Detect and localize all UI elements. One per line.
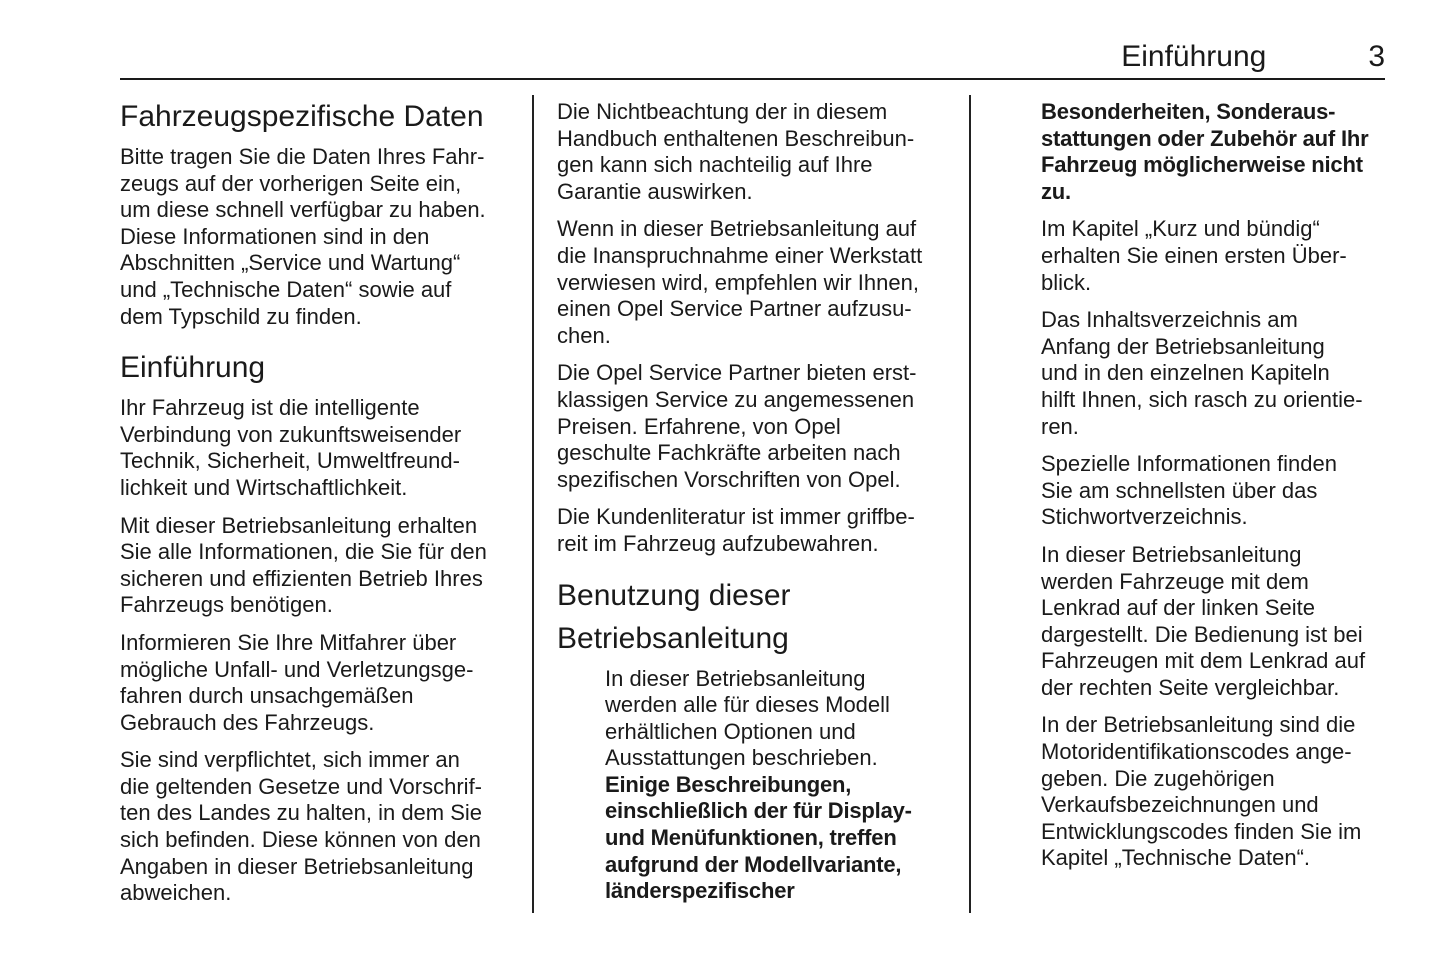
- paragraph: [557, 360, 962, 493]
- text-line: erhalten Sie einen ersten Über-: [1041, 242, 1347, 268]
- text-line: Gebrauch des Fahrzeugs.: [120, 709, 375, 735]
- text-line: Die Nichtbeachtung der in diesem: [557, 99, 888, 124]
- text-line: Fahrzeugspezifische Daten: [120, 100, 484, 133]
- text-line: um diese schnell verfügbar zu haben.: [120, 197, 486, 223]
- bullet-item: [999, 451, 1403, 531]
- bullet-marker: [999, 542, 1041, 702]
- bullet-marker: [557, 666, 605, 905]
- text-line: einschließlich der für Display-: [605, 798, 912, 824]
- text-line: Die Kundenliteratur ist immer griffbe-: [557, 504, 915, 530]
- text-line: ten des Landes zu halten, in dem Sie: [120, 800, 483, 826]
- bullet-text: [1041, 451, 1403, 531]
- text-line: Sie am schnellsten über das: [1041, 477, 1318, 503]
- paragraph: [120, 395, 525, 501]
- section-heading: [557, 574, 962, 660]
- text-line: zu.: [1041, 178, 1071, 204]
- text-line: Abschnitten „Service und Wartung“: [120, 250, 461, 276]
- text-column-center: [557, 95, 962, 916]
- text-line: Stichwortverzeichnis.: [1041, 504, 1248, 530]
- text-line: Wenn in dieser Betriebsanleitung auf: [557, 216, 917, 242]
- text-line: Bitte tragen Sie die Daten Ihres Fahr-: [120, 144, 485, 169]
- paragraph: [1041, 99, 1403, 205]
- text-line: zeugs auf der vorherigen Seite ein,: [120, 170, 462, 196]
- paragraph: [120, 513, 525, 619]
- text-line: reit im Fahrzeug aufzubewahren.: [557, 530, 879, 556]
- text-line: abweichen.: [120, 880, 232, 906]
- text-line: Im Kapitel „Kurz und bündig“: [1041, 216, 1320, 242]
- text-line: Kapitel „Technische Daten“.: [1041, 845, 1311, 871]
- text-line: lichkeit und Wirtschaftlichkeit.: [120, 474, 408, 500]
- text-line: Garantie auswirken.: [557, 178, 753, 204]
- text-line: Besonderheiten, Sonderaus-: [1041, 99, 1336, 124]
- text-line: In dieser Betriebsanleitung: [1041, 541, 1302, 567]
- text-line: Anfang der Betriebsanleitung: [1041, 333, 1325, 359]
- text-line: dem Typschild zu finden.: [120, 303, 362, 329]
- text-line: Sie alle Informationen, die Sie für den: [120, 539, 487, 565]
- text-line: werden Fahrzeuge mit dem: [1041, 568, 1309, 594]
- paragraph: [120, 144, 525, 330]
- text-line: dargestellt. Die Bedienung ist bei: [1041, 621, 1363, 647]
- text-line: Fahrzeug möglicherweise nicht: [1041, 152, 1363, 178]
- text-line: sich befinden. Diese können von den: [120, 827, 481, 853]
- text-line: Informieren Sie Ihre Mitfahrer über: [120, 629, 457, 655]
- text-line: hilft Ihnen, sich rasch zu orientie-: [1041, 386, 1363, 412]
- bullet-marker: [999, 216, 1041, 296]
- running-head-title: Einführung: [1121, 40, 1267, 73]
- text-line: Ihr Fahrzeug ist die intelligente: [120, 395, 420, 421]
- text-line: Fahrzeugs benötigen.: [120, 592, 333, 618]
- text-line: länderspezifischer: [605, 878, 795, 904]
- paragraph: [557, 99, 962, 205]
- text-line: Benutzung dieser: [557, 578, 791, 612]
- text-line: Spezielle Informationen finden: [1041, 451, 1337, 477]
- page-number: 3: [1368, 40, 1385, 73]
- bullet-text: [1041, 542, 1403, 702]
- text-line: werden alle für dieses Modell: [605, 692, 890, 718]
- text-line: klassigen Service zu angemessenen: [557, 386, 915, 412]
- text-line: chen.: [557, 322, 611, 348]
- paragraph: [557, 216, 962, 349]
- bullet-marker: [999, 451, 1041, 531]
- section-heading: [120, 95, 525, 138]
- paragraph: [120, 747, 525, 907]
- text-line: Angaben in dieser Betriebsanleitung: [120, 853, 474, 879]
- text-line: die Inanspruchnahme einer Werkstatt: [557, 242, 923, 268]
- text-line: aufgrund der Modellvariante,: [605, 851, 902, 877]
- text-line: Handbuch enthaltenen Beschreibun-: [557, 125, 915, 151]
- text-line: Mit dieser Betriebsanleitung erhalten: [120, 512, 478, 538]
- text-line: Fahrzeugen mit dem Lenkrad auf: [1041, 648, 1366, 674]
- text-line: die geltenden Gesetze und Vorschrif-: [120, 773, 483, 799]
- text-line: der rechten Seite vergleichbar.: [1041, 674, 1340, 700]
- text-line: und „Technische Daten“ sowie auf: [120, 276, 452, 302]
- text-line: mögliche Unfall- und Verletzungsge-: [120, 656, 474, 682]
- text-line: stattungen oder Zubehör auf Ihr: [1041, 125, 1369, 151]
- text-line: Sie sind verpflichtet, sich immer an: [120, 747, 460, 773]
- paragraph: [120, 630, 525, 736]
- column-divider: [532, 95, 534, 913]
- text-line: geben. Die zugehörigen: [1041, 765, 1275, 791]
- text-line: blick.: [1041, 269, 1092, 295]
- text-line: Verkaufsbezeichnungen und: [1041, 792, 1319, 818]
- text-line: gen kann sich nachteilig auf Ihre: [557, 152, 873, 178]
- column-divider: [969, 95, 971, 913]
- section-heading: [120, 346, 525, 389]
- bullet-marker: [999, 712, 1041, 872]
- text-column-right: [999, 95, 1403, 883]
- bullet-text: [1041, 712, 1403, 872]
- text-line: Lenkrad auf der linken Seite: [1041, 595, 1315, 621]
- text-line: erhältlichen Optionen und: [605, 718, 856, 744]
- text-line: Betriebsanleitung: [557, 621, 789, 655]
- text-line: fahren durch unsachgemäßen: [120, 683, 414, 709]
- text-line: ren.: [1041, 413, 1079, 439]
- paragraph: [557, 504, 962, 557]
- bullet-text: [605, 666, 962, 905]
- bullet-item: [999, 307, 1403, 440]
- text-line: In der Betriebsanleitung sind die: [1041, 712, 1356, 738]
- text-line: sicheren und effizienten Betrieb Ihres: [120, 565, 483, 591]
- bullet-text: [1041, 216, 1403, 296]
- text-line: Einführung: [120, 351, 266, 385]
- text-line: Diese Informationen sind in den: [120, 223, 430, 249]
- text-line: einen Opel Service Partner aufzusu-: [557, 296, 912, 322]
- text-line: Die Opel Service Partner bieten erst-: [557, 360, 917, 386]
- bullet-marker: [999, 307, 1041, 440]
- bullet-item: [999, 216, 1403, 296]
- text-line: und in den einzelnen Kapiteln: [1041, 360, 1330, 386]
- page-header: [120, 40, 1385, 74]
- bullet-item: [557, 666, 962, 905]
- text-line: Das Inhaltsverzeichnis am: [1041, 307, 1298, 333]
- text-line: Verbindung von zukunftsweisender: [120, 421, 462, 447]
- text-line: spezifischen Vorschriften von Opel.: [557, 466, 901, 492]
- text-line: Entwicklungscodes finden Sie im: [1041, 818, 1362, 844]
- text-line: Technik, Sicherheit, Umweltfreund-: [120, 448, 460, 474]
- bullet-text: [1041, 307, 1403, 440]
- bullet-item: [999, 712, 1403, 872]
- text-line: Ausstattungen beschrieben.: [605, 745, 878, 771]
- header-rule: [120, 78, 1385, 80]
- bullet-item: [999, 542, 1403, 702]
- text-column-left: [120, 95, 525, 918]
- text-line: und Menüfunktionen, treffen: [605, 825, 897, 851]
- text-line: Einige Beschreibungen,: [605, 771, 852, 797]
- text-line: Preisen. Erfahrene, von Opel: [557, 413, 841, 439]
- text-line: geschulte Fachkräfte arbeiten nach: [557, 440, 901, 466]
- text-line: Motoridentifikationscodes ange-: [1041, 739, 1352, 765]
- text-line: In dieser Betriebsanleitung: [605, 665, 866, 691]
- text-line: verwiesen wird, empfehlen wir Ihnen,: [557, 269, 919, 295]
